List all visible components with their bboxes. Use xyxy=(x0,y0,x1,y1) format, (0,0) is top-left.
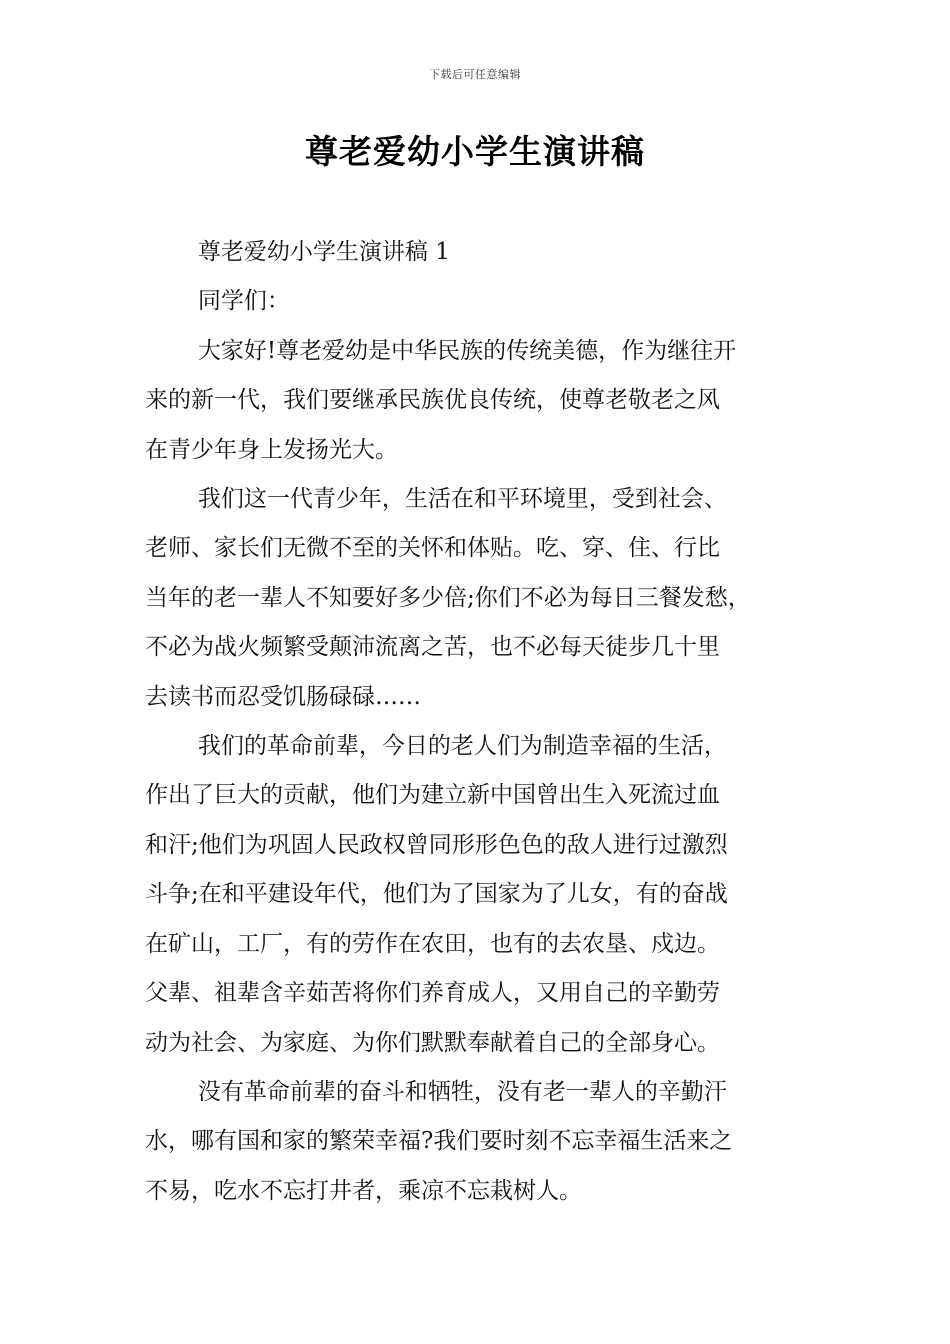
header-note: 下载后可任意编辑 xyxy=(429,68,521,81)
paragraph: 我们这一代青少年，生活在和平环境里，受到社会、 老师、家长们无微不至的关怀和体贴。吃、穿、住、行比 当年的老一辈人不知要好多少倍;你们不必为每日三餐发愁， 不必为战火频繁受颠沛流离之苦，也不必每天徒步几十里 去读书而忍受饥肠碌碌…… xyxy=(145,486,751,710)
paragraph: 没有革命前辈的奋斗和牺牲，没有老一辈人的辛勤汗 水，哪有国和家的繁荣幸福?我们要时刻不忘幸福生活来之 不易，吃水不忘打井者，乘凉不忘栽树人。 xyxy=(145,1078,733,1204)
paragraph-greeting: 同学们： xyxy=(197,288,290,315)
document-body xyxy=(145,228,810,1216)
paragraph: 大家好!尊老爱幼是中华民族的传统美德，作为继往开 来的新一代，我们要继承民族优良传统，使尊老敬老之风 在青少年身上发扬光大。 xyxy=(145,337,737,463)
paragraph: 我们的革命前辈，今日的老人们为制造幸福的生活， 作出了巨大的贡献，他们为建立新中国曾出生入死流过血 和汗;他们为巩固人民政权曾同形形色色的敌人进行过激烈 斗争;在和平建设年代，他们为了国家为了儿女，有的奋战 在矿山，工厂，有的劳作在农田，也有的去农垦、戍边。 父辈、祖辈含辛茹苦将你们养育成人，又用自己的辛勤劳 动为社会、为家庭、为你们默默奉献着自己的全部身心。 xyxy=(145,733,728,1056)
paragraph-subtitle: 尊老爱幼小学生演讲稿 1 xyxy=(197,239,450,265)
document-title: 尊老爱幼小学生演讲稿 xyxy=(305,132,645,171)
